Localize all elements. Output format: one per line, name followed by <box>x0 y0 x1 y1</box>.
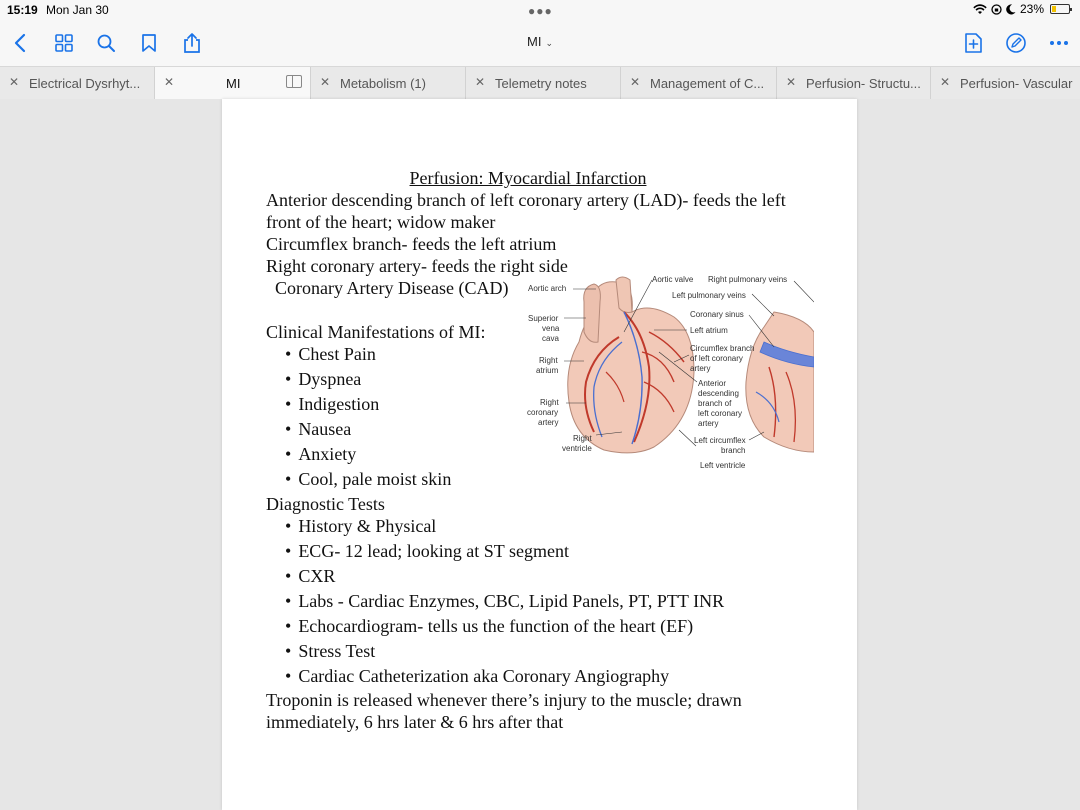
list-item: • Echocardiogram- tells us the function of the heart (EF) <box>285 616 693 637</box>
ellipsis-icon <box>1049 40 1069 46</box>
tab-perfusion-structural[interactable] <box>777 67 931 99</box>
label-right-pulmonary-veins: Right pulmonary veins <box>708 275 788 284</box>
list-item: • ECG- 12 lead; looking at ST segment <box>285 541 569 562</box>
list-item: • Anxiety <box>285 444 356 465</box>
tab-perfusion-vascular[interactable] <box>931 67 1080 99</box>
list-item: • Cardiac Catheterization aka Coronary Angiography <box>285 666 669 687</box>
multitasking-dots-icon[interactable]: ●●● <box>528 4 553 18</box>
label-right-coronary: artery <box>538 418 559 427</box>
wifi-icon <box>973 4 987 15</box>
tab-label: Electrical Dysrhyt... <box>29 76 141 91</box>
tab-electrical-dysrhythmias[interactable] <box>0 67 155 99</box>
split-view-icon[interactable] <box>286 75 302 88</box>
label-circumflex: of left coronary <box>690 354 743 363</box>
section-heading: Clinical Manifestations of MI: <box>266 322 486 342</box>
label-left-circumflex: branch <box>721 446 746 455</box>
heart-diagram <box>524 272 814 477</box>
bookmark-button[interactable] <box>136 30 162 56</box>
label-circumflex: Circumflex branch <box>690 344 755 353</box>
list-item: • Chest Pain <box>285 344 376 365</box>
grid-icon <box>54 33 74 53</box>
label-left-ventricle: Left ventricle <box>700 461 746 470</box>
document-title: MI <box>527 34 542 49</box>
section-heading: Diagnostic Tests <box>266 494 385 514</box>
label-left-circumflex: Left circumflex <box>694 436 746 445</box>
moon-icon <box>1006 4 1016 15</box>
tab-label: Perfusion- Structu... <box>806 76 921 91</box>
list-item: • Labs - Cardiac Enzymes, CBC, Lipid Panels, PT, PTT INR <box>285 591 724 612</box>
markup-button[interactable] <box>1003 30 1029 56</box>
text-line: Anterior descending branch of left coronary artery (LAD)- feeds the left <box>266 190 786 210</box>
tab-management[interactable] <box>621 67 777 99</box>
list-item: • Dyspnea <box>285 369 361 390</box>
label-left-atrium: Left atrium <box>690 326 728 335</box>
tab-mi[interactable] <box>155 67 311 99</box>
chevron-left-icon <box>13 33 27 53</box>
label-right-coronary: coronary <box>527 408 559 417</box>
label-anterior-descending: Anterior <box>698 379 727 388</box>
back-button[interactable] <box>7 30 33 56</box>
close-icon[interactable]: ✕ <box>940 75 951 89</box>
page-title: Perfusion: Myocardial Infarction <box>409 168 647 188</box>
label-superior-vena-cava: cava <box>542 334 559 343</box>
label-right-coronary: Right <box>540 398 559 407</box>
list-item: • CXR <box>285 566 335 587</box>
tab-label: Perfusion- Vascular <box>960 76 1073 91</box>
label-aortic-arch: Aortic arch <box>528 284 567 293</box>
label-right-atrium: atrium <box>536 366 559 375</box>
label-anterior-descending: descending <box>698 389 739 398</box>
label-anterior-descending: left coronary <box>698 409 743 418</box>
search-button[interactable] <box>93 30 119 56</box>
list-item: • Nausea <box>285 419 351 440</box>
text-line: Right coronary artery- feeds the right side <box>266 256 568 276</box>
label-aortic-valve: Aortic valve <box>652 275 694 284</box>
label-superior-vena-cava: Superior <box>528 314 559 323</box>
share-button[interactable] <box>179 30 205 56</box>
tab-label: Management of C... <box>650 76 765 91</box>
tab-label: MI <box>226 76 241 91</box>
list-item: • Cool, pale moist skin <box>285 469 451 490</box>
status-date: Mon Jan 30 <box>46 3 109 17</box>
close-icon[interactable]: ✕ <box>164 75 175 89</box>
pencil-circle-icon <box>1005 32 1027 54</box>
orientation-lock-icon <box>991 4 1002 15</box>
thumbnails-button[interactable] <box>51 30 77 56</box>
close-icon[interactable]: ✕ <box>320 75 331 89</box>
list-item: • Stress Test <box>285 641 375 662</box>
close-icon[interactable]: ✕ <box>630 75 641 89</box>
label-right-ventricle: Right <box>573 434 592 443</box>
more-button[interactable] <box>1046 30 1072 56</box>
tab-label: Metabolism (1) <box>340 76 426 91</box>
text-line: Troponin is released whenever there’s injury to the muscle; drawn <box>266 690 742 710</box>
heart-illustration <box>524 272 814 477</box>
label-anterior-descending: branch of <box>698 399 732 408</box>
battery-fill <box>1052 6 1056 12</box>
status-bar <box>0 0 1080 20</box>
list-item: • Indigestion <box>285 394 379 415</box>
text-line: Circumflex branch- feeds the left atrium <box>266 234 557 254</box>
label-right-ventricle: ventricle <box>562 444 592 453</box>
document-title-menu[interactable] <box>500 34 580 49</box>
share-icon <box>183 32 201 54</box>
posterior-heart <box>746 312 814 452</box>
text-line: Coronary Artery Disease (CAD) <box>275 278 509 298</box>
label-anterior-descending: artery <box>698 419 719 428</box>
tab-telemetry-notes[interactable] <box>466 67 621 99</box>
close-icon[interactable]: ✕ <box>9 75 20 89</box>
text-line: immediately, 6 hrs later & 6 hrs after that <box>266 712 564 732</box>
battery-icon <box>1050 4 1070 14</box>
tab-bar <box>0 66 1080 99</box>
text-line: front of the heart; widow maker <box>266 212 496 232</box>
bookmark-icon <box>141 33 157 53</box>
battery-percent: 23% <box>1019 2 1044 16</box>
close-icon[interactable]: ✕ <box>475 75 486 89</box>
tab-metabolism[interactable] <box>311 67 466 99</box>
status-indicators <box>973 2 1070 16</box>
close-icon[interactable]: ✕ <box>786 75 797 89</box>
label-right-atrium: Right <box>539 356 558 365</box>
add-document-icon <box>963 32 983 54</box>
label-left-pulmonary-veins: Left pulmonary veins <box>672 291 746 300</box>
search-icon <box>96 33 116 53</box>
chevron-down-icon: ⌄ <box>545 38 553 48</box>
label-circumflex: artery <box>690 364 711 373</box>
list-item: • History & Physical <box>285 516 436 537</box>
label-superior-vena-cava: vena <box>542 324 560 333</box>
toolbar <box>0 20 1080 66</box>
document-page[interactable] <box>222 99 857 810</box>
label-coronary-sinus: Coronary sinus <box>690 310 744 319</box>
status-time: 15:19 <box>7 3 38 17</box>
add-page-button[interactable] <box>960 30 986 56</box>
tab-label: Telemetry notes <box>495 76 587 91</box>
